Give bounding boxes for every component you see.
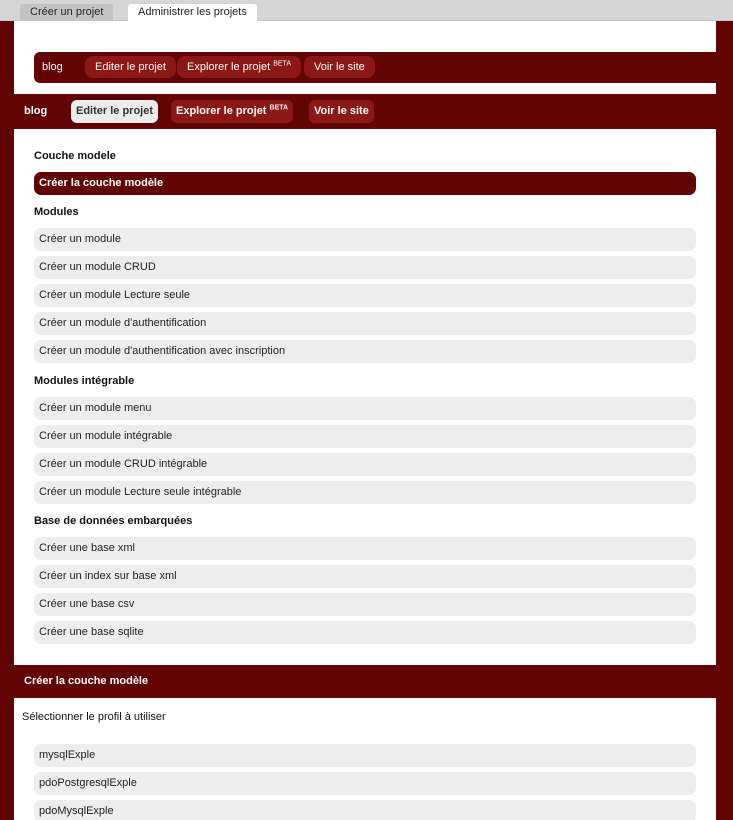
- explore-project-label: Explorer le projet: [176, 105, 267, 117]
- profile-item[interactable]: mysqlExple: [34, 744, 696, 767]
- menu-item[interactable]: Créer un module intégrable: [34, 425, 696, 448]
- menu-item[interactable]: Créer une base xml: [34, 537, 696, 560]
- menu-item[interactable]: Créer une base sqlite: [34, 621, 696, 644]
- menu-item[interactable]: Créer un module Lecture seule intégrable: [34, 481, 696, 504]
- profile-item[interactable]: pdoPostgresqlExple: [34, 772, 696, 795]
- edit-project-button[interactable]: Editer le projet: [85, 56, 176, 78]
- edit-project-button-selected[interactable]: Editer le projet: [71, 100, 158, 123]
- beta-badge: BETA: [273, 60, 291, 68]
- menu-item[interactable]: Créer une base csv: [34, 593, 696, 616]
- menu-item[interactable]: Créer un index sur base xml: [34, 565, 696, 588]
- menu-item[interactable]: Créer un module d'authentification: [34, 312, 696, 335]
- menu-item[interactable]: Créer un module CRUD: [34, 256, 696, 279]
- top-tab-strip: [0, 0, 733, 21]
- main-panel: [14, 21, 716, 820]
- group-heading-modules-integrable: Modules intégrable: [34, 375, 135, 387]
- section-title-bar: Créer la couche modèle: [14, 665, 716, 698]
- view-site-button[interactable]: Voir le site: [304, 56, 375, 78]
- menu-item-creer-couche-modele[interactable]: Créer la couche modèle: [34, 172, 696, 195]
- menu-item[interactable]: Créer un module d'authentification avec inscription: [34, 340, 696, 363]
- menu-item[interactable]: Créer un module: [34, 228, 696, 251]
- project-name: blog: [42, 61, 63, 73]
- menu-item[interactable]: Créer un module menu: [34, 397, 696, 420]
- project-toolbar: [34, 52, 716, 83]
- profile-item[interactable]: pdoMysqlExple: [34, 800, 696, 820]
- group-heading-modules: Modules: [34, 206, 79, 218]
- menu-item[interactable]: Créer un module CRUD intégrable: [34, 453, 696, 476]
- menu-item[interactable]: Créer un module Lecture seule: [34, 284, 696, 307]
- view-site-button[interactable]: Voir le site: [309, 100, 374, 123]
- explore-project-button[interactable]: [177, 56, 301, 78]
- tab-creer-projet[interactable]: Créer un projet: [20, 4, 113, 21]
- explore-project-button[interactable]: [171, 100, 293, 123]
- group-heading-couche-modele: Couche modele: [34, 150, 116, 162]
- explore-project-label: Explorer le projet: [187, 61, 271, 73]
- group-heading-base-donnees: Base de données embarquées: [34, 515, 193, 527]
- beta-badge: BETA: [269, 104, 289, 112]
- tab-administrer-projets[interactable]: Administrer les projets: [128, 4, 257, 21]
- project-name: blog: [24, 105, 48, 117]
- project-toolbar-active: [14, 94, 716, 129]
- section-description: Sélectionner le profil à utiliser: [22, 711, 166, 723]
